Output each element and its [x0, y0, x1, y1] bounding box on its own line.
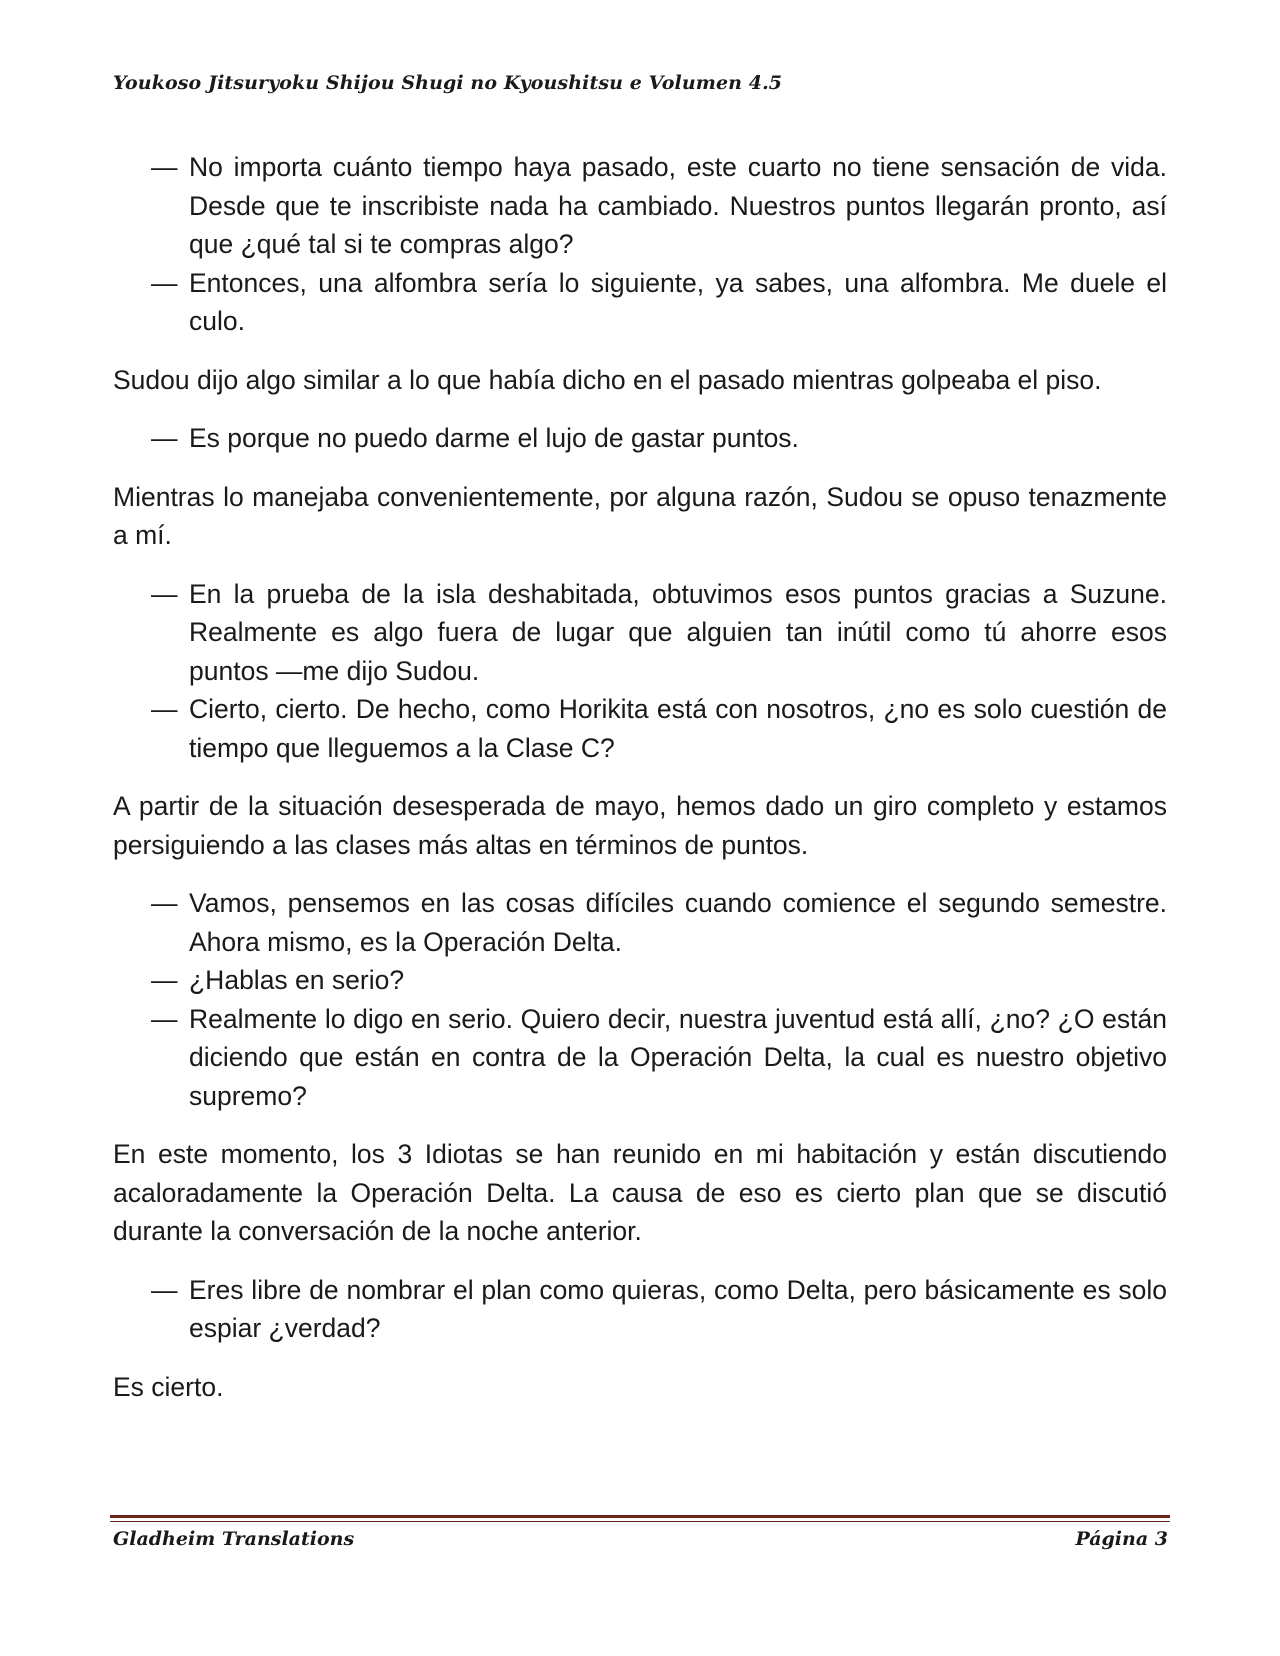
dialogue-dash: — — [151, 1003, 178, 1034]
dialogue-line: — Entonces, una alfombra sería lo siguiente, ya sabes, una alfombra. Me duele el culo. — [113, 264, 1167, 341]
dialogue-line: — Eres libre de nombrar el plan como quieras, como Delta, pero básicamente es solo espiar ¿verdad? — [113, 1271, 1167, 1348]
narration-paragraph: A partir de la situación desesperada de mayo, hemos dado un giro completo y estamos persiguiendo a las clases más altas en términos de puntos. — [113, 791, 1167, 860]
page-body — [113, 148, 1167, 1426]
narration-paragraph: En este momento, los 3 Idiotas se han reunido en mi habitación y están discutiendo acaloradamente la Operación Delta. La causa de eso es cierto plan que se discutió durante la conversación de la noche anterior. — [113, 1139, 1167, 1246]
dialogue-dash: — — [151, 965, 178, 995]
dialogue-dash: — — [151, 578, 178, 609]
dialogue-dash: — — [151, 423, 178, 453]
dialogue-dash: — — [151, 694, 178, 724]
dialogue-line: — Cierto, cierto. De hecho, como Horikita está con nosotros, ¿no es solo cuestión de tiempo que lleguemos a la Clase C? — [113, 690, 1167, 767]
dialogue-block — [113, 419, 1167, 458]
dialogue-dash: — — [151, 888, 178, 918]
narration-paragraph: Sudou dijo algo similar a lo que había dicho en el pasado mientras golpeaba el piso. — [113, 364, 1102, 395]
page-number: Página 3 — [1075, 1528, 1168, 1550]
dialogue-block — [113, 148, 1167, 341]
dialogue-line: — ¿Hablas en serio? — [113, 961, 1167, 1000]
dialogue-block — [113, 1271, 1167, 1348]
dialogue-block — [113, 884, 1167, 1115]
dialogue-block — [113, 575, 1167, 768]
dialogue-line: — No importa cuánto tiempo haya pasado, este cuarto no tiene sensación de vida. Desde que te inscribiste nada ha cambiado. Nuestros puntos llegarán pronto, así que ¿qué tal si te compras algo? — [113, 148, 1167, 264]
narration-paragraph: Mientras lo manejaba convenientemente, por alguna razón, Sudou se opuso tenazmente a mí. — [113, 481, 1167, 550]
dialogue-dash: — — [151, 1274, 178, 1305]
dialogue-dash: — — [151, 267, 178, 298]
dialogue-dash: — — [151, 152, 178, 182]
running-header: Youkoso Jitsuryoku Shijou Shugi no Kyoushitsu e Volumen 4.5 — [113, 72, 783, 94]
narration-paragraph: Es cierto. — [113, 1371, 224, 1402]
footer-rule-thin — [110, 1521, 1170, 1522]
dialogue-line: — En la prueba de la isla deshabitada, obtuvimos esos puntos gracias a Suzune. Realmente es algo fuera de lugar que alguien tan inútil como tú ahorre esos puntos —me dijo Sudou. — [113, 575, 1167, 691]
footer-credit: Gladheim Translations — [113, 1528, 355, 1550]
dialogue-line: — Realmente lo digo en serio. Quiero decir, nuestra juventud está allí, ¿no? ¿O están diciendo que están en contra de la Operación Delta, la cual es nuestro objetivo supremo? — [113, 1000, 1167, 1116]
footer-rule — [110, 1515, 1170, 1518]
dialogue-line: — Es porque no puedo darme el lujo de gastar puntos. — [113, 419, 1167, 458]
dialogue-line: — Vamos, pensemos en las cosas difíciles cuando comience el segundo semestre. Ahora mismo, es la Operación Delta. — [113, 884, 1167, 961]
